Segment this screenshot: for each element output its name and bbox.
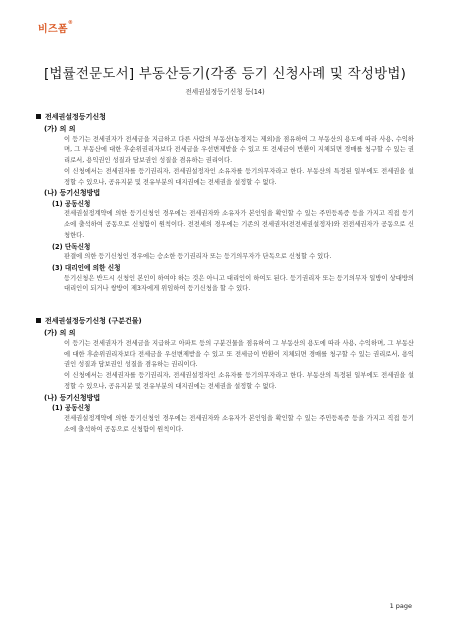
page-number: 1 page	[389, 602, 412, 610]
registered-mark: ®	[67, 20, 74, 26]
square-bullet-icon	[36, 318, 41, 323]
section-jeonse-registration-condo	[36, 316, 414, 435]
logo-text: 비즈폼	[38, 24, 68, 35]
subheading-joint-application: (1) 공동신청	[52, 404, 91, 413]
subheading-joint-application: (1) 공동신청	[52, 199, 91, 208]
document-title: [법률전문도서] 부동산등기(각종 등기 신청사례 및 작성방법)	[43, 66, 407, 82]
subheading-meaning: (가) 의 의	[44, 125, 76, 133]
square-bullet-icon	[36, 114, 41, 119]
paragraph: 이 등기는 전세권자가 전세금을 지급하고 아파트 등의 구분건물을 점유하여 그 부동산의 용도에 따라 사용, 수익하며, 그 부동산에 대한 후순위권리자보다 전세금을 우선변제받을 수 있고 또 전세금이 반환이 지체되면 경매를 청구할 수 있는 권리로서, 용익권인 성질과 담보권인 성질을 겸유하는 권리이다.	[64, 339, 414, 369]
paragraph: 전세권설정계약에 의한 등기신청인 경우에는 전세권자와 소유자가 본인임을 확인할 수 있는 주민등록증 등을 가지고 직접 등기소에 출석하여 공동으로 신청함이 원칙이다.	[64, 414, 414, 433]
paragraph: 이 등기는 전세권자가 전세금을 지급하고 다른 사람의 부동산(농경지는 제외)을 점유하여 그 부동산의 용도에 따라 사용, 수익하며, 그 부동산에 대한 후순위권리자보다 전세금을 우선변제받을 수 있고 또 전세금이 반환이 지체되면 경매를 청구할 수 있는 권리로서, 용익권인 성질과 담보권인 성질을 겸유하는 권리이다.	[64, 135, 414, 165]
section-jeonse-registration	[36, 112, 414, 295]
subheading-agent-application: (3) 대리인에 의한 신청	[52, 264, 121, 273]
paragraph: 이 신청에서는 전세권자를 등기권리자, 전세권설정자인 소유자를 등기의무자라고 한다. 부동산의 특정된 일부에도 전세권을 설정할 수 있으나, 공유지분 및 전유부분의 대지권에는 전세권을 설정할 수 없다.	[64, 372, 414, 390]
paragraph: 등기신청은 반드시 신청인 본인이 하여야 하는 것은 아니고 대리인이 하여도 된다. 등기권리자 또는 등기의무자 일방이 상대방의 대리인이 되거나 쌍방이 제3자에게 위임하여 등기신청을 할 수 있다.	[64, 274, 414, 293]
document-body	[36, 112, 414, 435]
section-heading: 전세권설정등기신청 (구분건물)	[36, 316, 414, 326]
subheading-meaning: (가) 의 의	[44, 329, 76, 338]
paragraph: 이 신청에서는 전세권자를 등기권리자, 전세권설정자인 소유자를 등기의무자라고 한다. 부동산의 특정된 일부에도 전세권을 설정할 수 있으나, 공유지분 및 전유부분의 대지권에는 전세권을 설정할 수 없다.	[64, 167, 414, 186]
subheading-method: (나) 등기신청방법	[44, 393, 101, 402]
document-subtitle: 전세권설정등기신청 등(14)	[185, 88, 265, 96]
section-heading: 전세권설정등기신청	[36, 112, 414, 122]
paragraph: 전세권설정계약에 의한 등기신청인 경우에는 전세권자와 소유자가 본인임을 확인할 수 있는 주민등록증 등을 가지고 직접 등기소에 출석하여 공동으로 신청함이 원칙이다. 전전세의 경우에는 기존의 전세권자(전전세권설정자)와 전전세권자가 공동으로 신청한다.	[64, 210, 414, 240]
paragraph: 판결에 의한 등기신청인 경우에는 승소한 등기권리자 또는 등기의무자가 단독으로 신청할 수 있다.	[64, 253, 332, 261]
subheading-method: (나) 등기신청방법	[44, 189, 101, 198]
subheading-sole-application: (2) 단독신청	[52, 242, 91, 251]
bizforms-logo	[38, 20, 73, 35]
